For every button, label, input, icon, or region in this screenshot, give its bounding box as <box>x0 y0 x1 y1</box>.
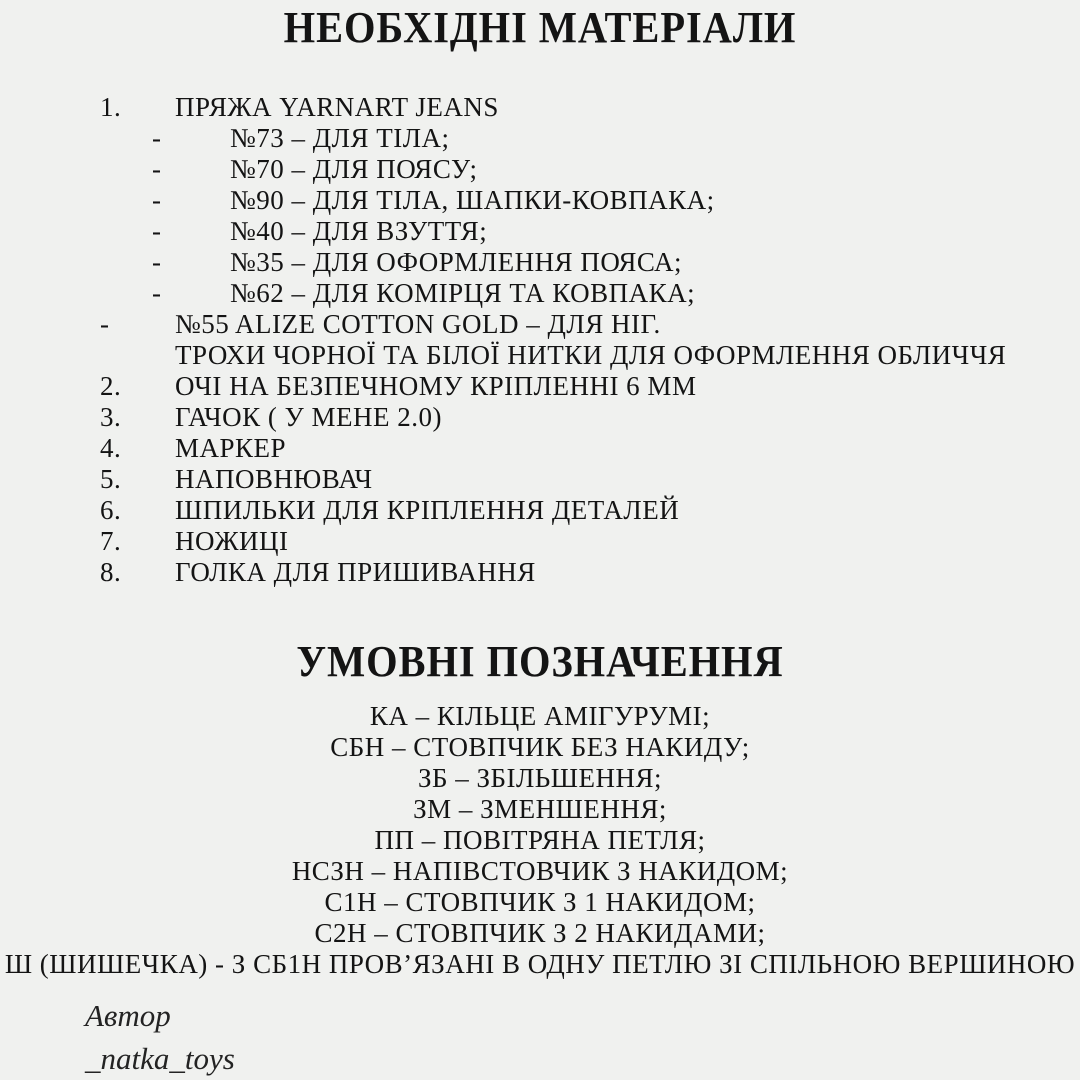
materials-line <box>100 495 1050 526</box>
materials-line <box>100 185 1050 216</box>
legend-line: ЗБ – ЗБІЛЬШЕННЯ; <box>417 762 663 793</box>
list-marker: 3. <box>100 402 122 433</box>
materials-list <box>100 92 1050 588</box>
list-marker: - <box>152 123 162 154</box>
legend-list <box>0 701 1080 980</box>
list-marker: - <box>152 216 162 247</box>
list-marker: - <box>152 278 162 309</box>
materials-line-text: НАПОВНЮВАЧ <box>175 464 373 495</box>
legend-line: КА – КІЛЬЦЕ АМІГУРУМІ; <box>369 700 711 731</box>
materials-line-text: №70 – ДЛЯ ПОЯСУ; <box>230 154 478 185</box>
author-block <box>85 994 1080 1080</box>
list-marker: - <box>100 309 110 340</box>
list-marker: - <box>152 185 162 216</box>
legend-line: ПП – ПОВІТРЯНА ПЕТЛЯ; <box>374 824 706 855</box>
legend-line: Ш (ШИШЕЧКА) - З СБ1Н ПРОВ’ЯЗАНІ В ОДНУ ПЕТЛЮ ЗІ СПІЛЬНОЮ ВЕРШИНОЮ <box>4 948 1076 979</box>
list-marker: 5. <box>100 464 122 495</box>
materials-line <box>100 433 1050 464</box>
materials-line <box>100 371 1050 402</box>
materials-line-text: №55 ALIZE COTTON GOLD – ДЛЯ НІГ. <box>175 309 661 340</box>
legend-line: СБН – СТОВПЧИК БЕЗ НАКИДУ; <box>330 731 750 762</box>
list-marker: 7. <box>100 526 122 557</box>
materials-line <box>100 402 1050 433</box>
materials-line-text: ПРЯЖА YARNART JEANS <box>175 92 499 123</box>
materials-line-text: НОЖИЦІ <box>175 526 289 557</box>
materials-line <box>100 92 1050 123</box>
list-marker: 1. <box>100 92 122 123</box>
materials-line <box>100 526 1050 557</box>
author-handle: _natka_toys <box>85 1040 235 1076</box>
materials-line <box>100 278 1050 309</box>
materials-line-text: №40 – ДЛЯ ВЗУТТЯ; <box>230 216 488 247</box>
materials-line-text: №35 – ДЛЯ ОФОРМЛЕННЯ ПОЯСА; <box>230 247 683 278</box>
legend-line: ЗМ – ЗМЕНШЕННЯ; <box>413 793 667 824</box>
materials-line <box>100 123 1050 154</box>
materials-line-text: ГОЛКА ДЛЯ ПРИШИВАННЯ <box>175 557 536 588</box>
materials-line <box>100 340 1050 371</box>
materials-line-text: ОЧІ НА БЕЗПЕЧНОМУ КРІПЛЕННІ 6 ММ <box>175 371 697 402</box>
materials-line <box>100 216 1050 247</box>
materials-line-text: ТРОХИ ЧОРНОЇ ТА БІЛОЇ НИТКИ ДЛЯ ОФОРМЛЕННЯ ОБЛИЧЧЯ <box>175 340 1007 371</box>
legend-line: С1Н – СТОВПЧИК З 1 НАКИДОМ; <box>324 886 756 917</box>
author-label: Автор <box>85 997 171 1033</box>
materials-line-text: №73 – ДЛЯ ТІЛА; <box>230 123 450 154</box>
materials-line-text: №90 – ДЛЯ ТІЛА, ШАПКИ-КОВПАКА; <box>230 185 715 216</box>
materials-line <box>100 464 1050 495</box>
materials-line <box>100 154 1050 185</box>
materials-line-text: №62 – ДЛЯ КОМІРЦЯ ТА КОВПАКА; <box>230 278 696 309</box>
materials-line <box>100 557 1050 588</box>
list-marker: 8. <box>100 557 122 588</box>
legend-line: С2Н – СТОВПЧИК З 2 НАКИДАМИ; <box>314 917 766 948</box>
list-marker: - <box>152 247 162 278</box>
list-marker: 6. <box>100 495 122 526</box>
materials-line-text: ШПИЛЬКИ ДЛЯ КРІПЛЕННЯ ДЕТАЛЕЙ <box>175 495 680 526</box>
materials-line <box>100 247 1050 278</box>
materials-line-text: ГАЧОК ( У МЕНЕ 2.0) <box>175 402 442 433</box>
list-marker: 4. <box>100 433 122 464</box>
materials-title: НЕОБХІДНІ МАТЕРІАЛИ <box>283 3 797 52</box>
legend-line: НСЗН – НАПІВСТОВЧИК З НАКИДОМ; <box>291 855 789 886</box>
materials-line <box>100 309 1050 340</box>
list-marker: 2. <box>100 371 122 402</box>
legend-title: УМОВНІ ПОЗНАЧЕННЯ <box>296 637 784 687</box>
list-marker: - <box>152 154 162 185</box>
materials-line-text: МАРКЕР <box>175 433 287 464</box>
